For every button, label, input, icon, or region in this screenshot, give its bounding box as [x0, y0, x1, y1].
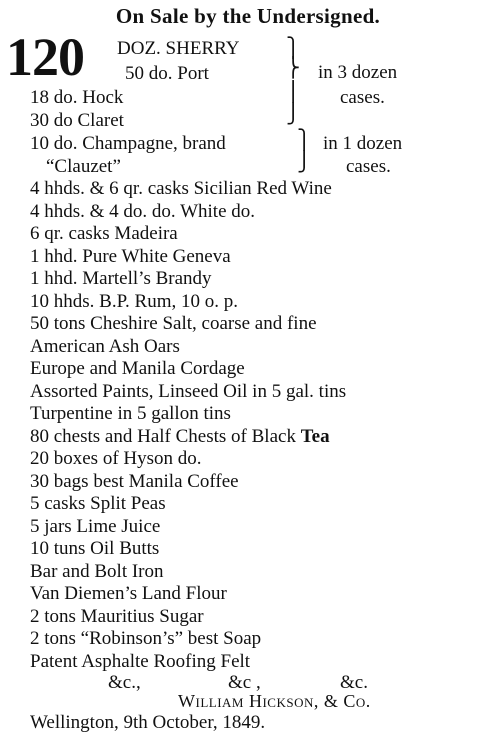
list-item: 20 boxes of Hyson do. [30, 448, 202, 469]
brace-mid: ⎬ [286, 58, 301, 79]
list-item: 2 tons Mauritius Sugar [30, 606, 204, 627]
list-item: 1 hhd. Pure White Geneva [30, 246, 231, 267]
list-item: 6 qr. casks Madeira [30, 223, 178, 244]
list-item: Turpentine in 5 gallon tins [30, 403, 231, 424]
list-item: Europe and Manila Cordage [30, 358, 245, 379]
group-b-note-2: cases. [346, 156, 391, 177]
list-item: 2 tons “Robinson’s” best Soap [30, 628, 262, 649]
list-item: 5 jars Lime Juice [30, 516, 161, 537]
group-a-note-2: cases. [340, 87, 385, 108]
group-b-note-1: in 1 dozen [323, 133, 403, 154]
list-item: 10 hhds. B.P. Rum, 10 o. p. [30, 291, 238, 312]
heading: On Sale by the Undersigned. [115, 4, 381, 28]
brace-top: ⎫ [286, 38, 301, 59]
item-hock: 18 do. Hock [30, 87, 124, 108]
item-clauzet: “Clauzet” [46, 156, 121, 177]
list-item-tea [30, 426, 330, 448]
item-champagne: 10 do. Champagne, brand [30, 133, 226, 154]
tea-word: Tea [300, 426, 330, 447]
list-item: American Ash Oars [30, 336, 180, 357]
group-a-note-1: in 3 dozen [318, 62, 398, 83]
brace-mid-2: ⎪ [286, 82, 301, 103]
list-item: Assorted Paints, Linseed Oil in 5 gal. tins [30, 381, 347, 402]
etc-3: &c. [340, 672, 368, 693]
lead-quantity: 120 [6, 27, 84, 87]
list-item: Patent Asphalte Roofing Felt [30, 651, 251, 672]
list-item: 5 casks Split Peas [30, 493, 166, 514]
list-item: Bar and Bolt Iron [30, 561, 164, 582]
list-item: 30 bags best Manila Coffee [30, 471, 239, 492]
etc-2: &c , [228, 672, 261, 693]
list-item: Van Diemen’s Land Flour [30, 583, 227, 604]
brace-bottom: ⎭ [286, 104, 301, 125]
list-item: 4 hhds. & 4 do. do. White do. [30, 201, 256, 222]
list-item: 4 hhds. & 6 qr. casks Sicilian Red Wine [30, 178, 332, 199]
list-item: 10 tuns Oil Butts [30, 538, 160, 559]
brace-b-bottom: ⎭ [297, 152, 312, 173]
brace-b-top: ⎫ [297, 130, 312, 151]
item-port: 50 do. Port [125, 63, 209, 84]
item-sherry: DOZ. SHERRY [117, 38, 240, 59]
dateline: Wellington, 9th October, 1849. [30, 712, 266, 733]
etc-1: &c., [108, 672, 141, 693]
list-item: 50 tons Cheshire Salt, coarse and fine [30, 313, 317, 334]
list-item: 1 hhd. Martell’s Brandy [30, 268, 212, 289]
tea-text: 80 chests and Half Chests of Black [30, 426, 296, 447]
signature: William Hickson, & Co. [178, 691, 371, 711]
item-claret: 30 do Claret [30, 110, 124, 131]
